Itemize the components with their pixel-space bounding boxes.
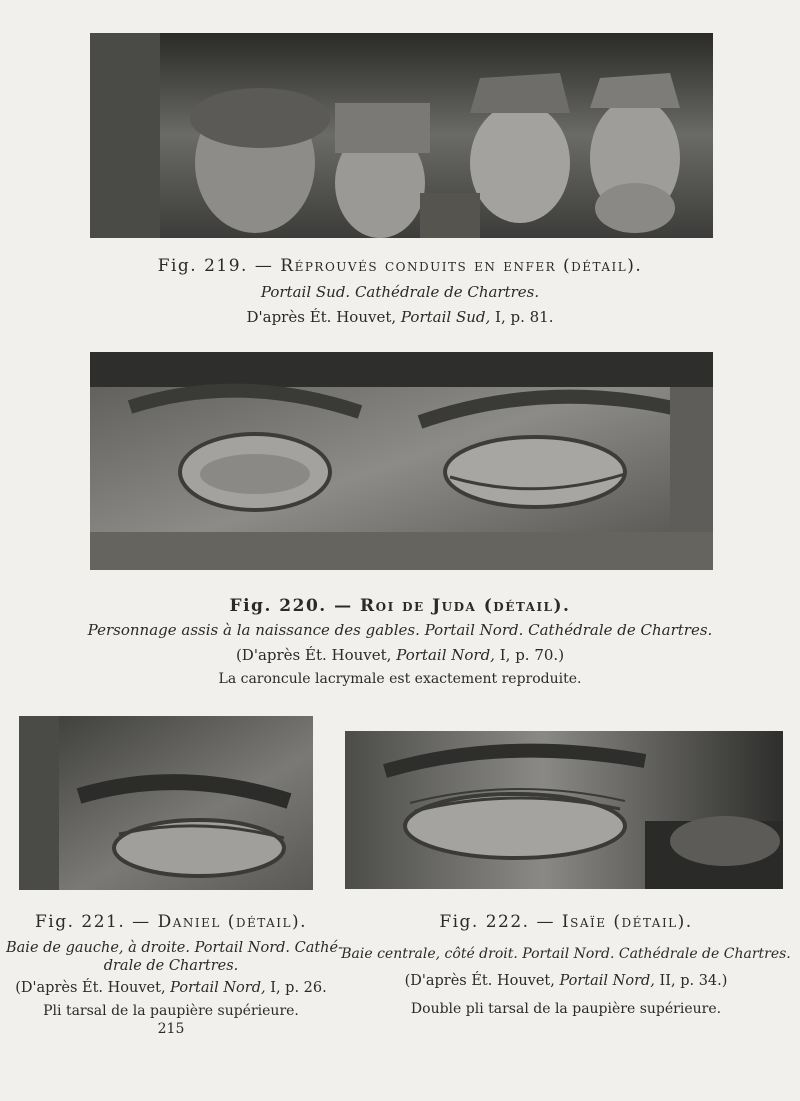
fig221-source-ref: I, p. 26.: [270, 980, 327, 997]
fig222-note: Double pli tarsal de la paupière supérieure.: [410, 1000, 722, 1017]
fig219-source-prefix: D'après Ét. Houvet,: [246, 308, 397, 326]
fig221-title-text: Daniel (détail).: [157, 912, 308, 932]
fig220-source-work: Portail Nord,: [396, 646, 495, 664]
fig221-subtitle-line1: Baie de gauche, à droite. Portail Nord. Cathé-: [6, 940, 344, 957]
fig220-subtitle: Personnage assis à la naissance des gables. Portail Nord. Cathédrale de Chartres.: [87, 621, 713, 639]
fig222-title-label: Fig. 222. —: [439, 912, 555, 932]
fig219-subtitle: Portail Sud. Cathédrale de Chartres.: [260, 283, 540, 301]
fig220-source-ref: I, p. 70.): [499, 646, 565, 664]
fig219-title: [0, 258, 800, 275]
fig220-source-prefix: (D'après Ét. Houvet,: [235, 646, 392, 664]
fig221-caption: [6, 912, 344, 1038]
fig220-title-text: Roi de Juda (détail).: [360, 596, 571, 616]
fig219-photo: [90, 33, 713, 238]
page-number: 215: [157, 1021, 185, 1038]
fig221-subtitle-line2: drale de Chartres.: [103, 957, 239, 974]
fig219-source-ref: I, p. 81.: [495, 308, 554, 326]
fig222-source: [336, 973, 796, 990]
fig220-photo: [90, 352, 713, 570]
fig219-source: [0, 310, 800, 325]
fig221-source: [6, 980, 336, 997]
fig220-source: [0, 648, 800, 663]
fig221-title: [6, 912, 336, 932]
fig222-caption: [336, 912, 796, 1017]
fig219-title-label: Fig. 219. —: [157, 256, 274, 276]
fig222-source-ref: II, p. 34.): [659, 973, 728, 990]
fig222-photo: [345, 731, 783, 889]
fig221-title-label: Fig. 221. —: [34, 912, 151, 932]
fig219-source-work: Portail Sud,: [400, 308, 491, 326]
fig222-title: [336, 912, 796, 932]
fig220-title: [0, 598, 800, 615]
fig222-subtitle: Baie centrale, côté droit. Portail Nord. Cathédrale de Chartres.: [341, 946, 791, 963]
fig221-note: Pli tarsal de la paupière supérieure.: [43, 1002, 299, 1019]
fig222-source-work: Portail Nord,: [559, 973, 655, 990]
fig219-title-text: Réprouvés conduits en enfer (détail).: [280, 256, 643, 276]
fig221-photo: [19, 716, 313, 890]
fig222-source-prefix: (D'après Ét. Houvet,: [404, 973, 555, 990]
fig222-title-text: Isaïe (détail).: [561, 912, 693, 932]
fig221-source-work: Portail Nord,: [170, 980, 266, 997]
fig220-title-label: Fig. 220. —: [229, 596, 353, 616]
fig221-source-prefix: (D'après Ét. Houvet,: [15, 980, 166, 997]
fig220-note: La caroncule lacrymale est exactement reproduite.: [218, 671, 582, 687]
